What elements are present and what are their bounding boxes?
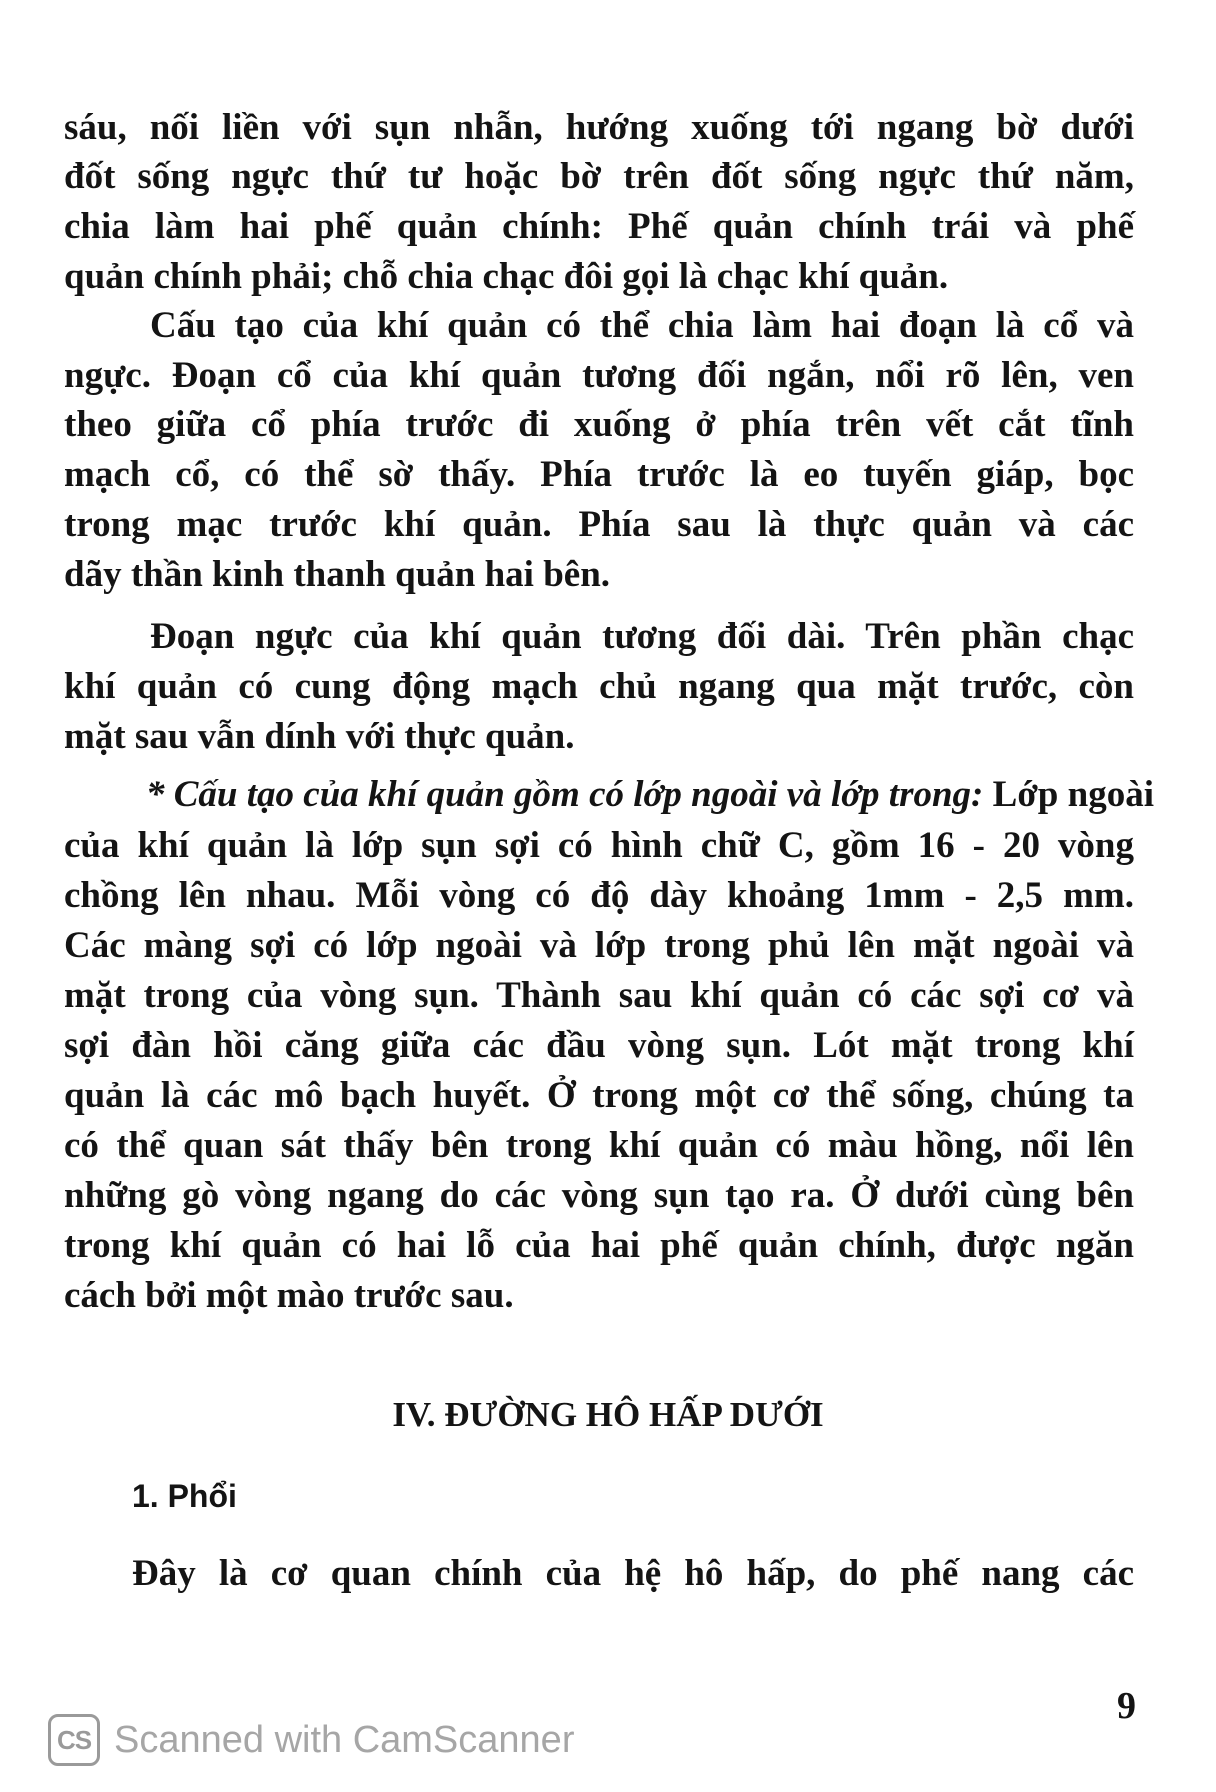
body-line: Cấu tạo của khí quản có thể chia làm hai đoạn là cổ và bbox=[150, 305, 1134, 346]
lead-continuation: Lớp ngoài bbox=[983, 774, 1154, 815]
camscanner-watermark bbox=[48, 1712, 574, 1768]
body-line: trong mạc trước khí quản. Phía sau là thực quản và các bbox=[64, 504, 1134, 545]
body-line: mạch cổ, có thể sờ thấy. Phía trước là eo tuyến giáp, bọc bbox=[64, 454, 1134, 495]
body-line: có thể quan sát thấy bên trong khí quản có màu hồng, nổi lên bbox=[64, 1125, 1134, 1166]
body-line: sợi đàn hồi căng giữa các đầu vòng sụn. Lót mặt trong khí bbox=[64, 1025, 1134, 1066]
body-line: mặt sau vẫn dính với thực quản. bbox=[64, 716, 575, 757]
body-line: trong khí quản có hai lỗ của hai phế quản chính, được ngăn bbox=[64, 1225, 1134, 1266]
subsection-heading: 1. Phổi bbox=[132, 1478, 237, 1514]
camscanner-logo-icon: CS bbox=[48, 1714, 100, 1766]
body-line: khí quản có cung động mạch chủ ngang qua mặt trước, còn bbox=[64, 666, 1134, 707]
body-line: đốt sống ngực thứ tư hoặc bờ trên đốt sống ngực thứ năm, bbox=[64, 156, 1134, 197]
body-line: những gò vòng ngang do các vòng sụn tạo ra. Ở dưới cùng bên bbox=[64, 1175, 1134, 1216]
watermark-text: Scanned with CamScanner bbox=[114, 1718, 575, 1761]
body-line: mặt trong của vòng sụn. Thành sau khí quản có các sợi cơ và bbox=[64, 975, 1134, 1016]
body-line: sáu, nối liền với sụn nhẫn, hướng xuống tới ngang bờ dưới bbox=[64, 107, 1134, 148]
body-line: Đoạn ngực của khí quản tương đối dài. Trên phần chạc bbox=[150, 616, 1134, 657]
body-line: ngực. Đoạn cổ của khí quản tương đối ngắn, nổi rõ lên, ven bbox=[64, 355, 1134, 396]
body-line: của khí quản là lớp sụn sợi có hình chữ C, gồm 16 - 20 vòng bbox=[64, 825, 1134, 866]
body-line: quản chính phải; chỗ chia chạc đôi gọi là chạc khí quản. bbox=[64, 256, 949, 297]
body-line: chồng lên nhau. Mỗi vòng có độ dày khoảng 1mm - 2,5 mm. bbox=[64, 875, 1134, 916]
section-heading: IV. ĐƯỜNG HÔ HẤP DƯỚI bbox=[392, 1395, 824, 1434]
body-line: chia làm hai phế quản chính: Phế quản chính trái và phế bbox=[64, 206, 1134, 247]
body-line: theo giữa cổ phía trước đi xuống ở phía trên vết cắt tĩnh bbox=[64, 404, 1134, 445]
page-number: 9 bbox=[1117, 1685, 1136, 1727]
body-line: quản là các mô bạch huyết. Ở trong một cơ thể sống, chúng ta bbox=[64, 1075, 1134, 1116]
body-line: Các màng sợi có lớp ngoài và lớp trong phủ lên mặt ngoài và bbox=[64, 925, 1134, 966]
body-line: cách bởi một mào trước sau. bbox=[64, 1275, 514, 1316]
body-line-bold-lead bbox=[146, 771, 1154, 819]
body-line: Đây là cơ quan chính của hệ hô hấp, do phế nang các bbox=[132, 1553, 1134, 1594]
body-line: dãy thần kinh thanh quản hai bên. bbox=[64, 554, 611, 595]
bold-italic-lead: * Cấu tạo của khí quản gồm có lớp ngoài và lớp trong: bbox=[146, 774, 984, 815]
